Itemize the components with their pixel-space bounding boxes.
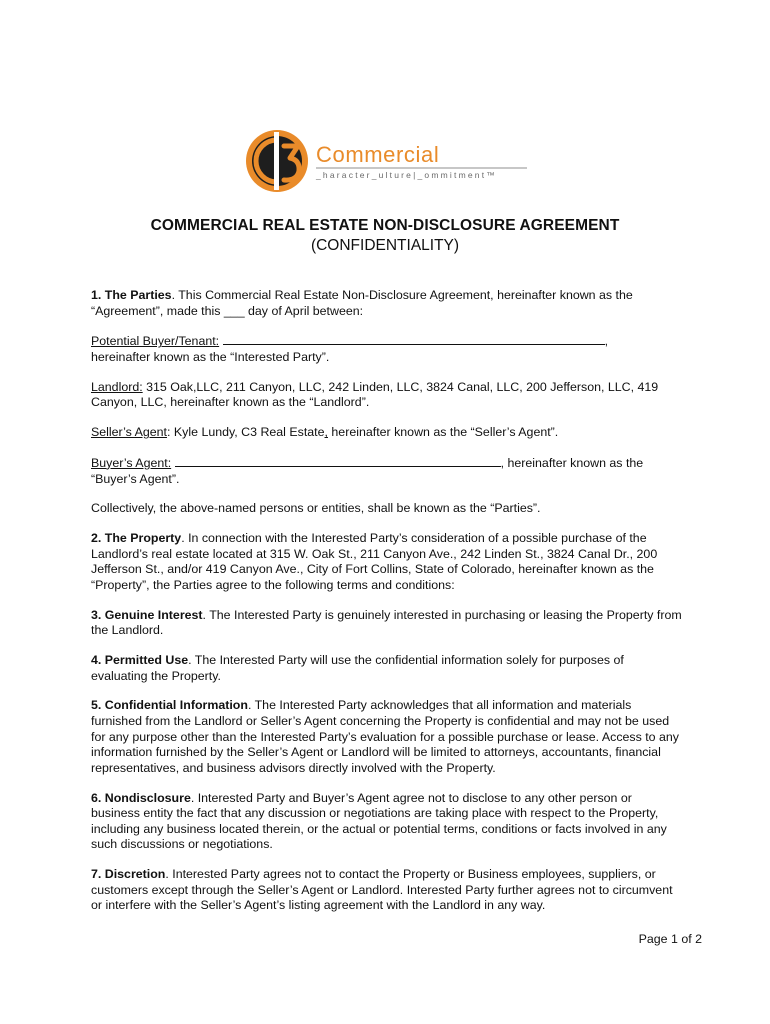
buyers-agent-label: Buyer’s Agent: — [91, 455, 172, 470]
buyer-tenant-blank[interactable] — [223, 333, 605, 345]
landlord-line — [91, 380, 683, 411]
title-block — [0, 216, 770, 256]
section-text: . Interested Party and Buyer’s Agent agree not to disclose to any other person or business entity the fact that any discussion or negotiations are taking place with respect to the Property, including any business located therein, or the actual or potential terms, conditions or facts involved in any such discussions or negotiations. — [91, 790, 667, 852]
buyer-tenant-label: Potential Buyer/Tenant: — [91, 334, 220, 349]
section-parties — [91, 288, 683, 319]
agreement-body — [91, 288, 683, 928]
section-text: . In connection with the Interested Party’s consideration of a possible purchase of the Landlord’s real estate located at 315 W. Oak St., 211 Canyon Ave., 242 Linden St., 3824 Canal Dr., 200 Jefferson St., and/or 419 Canyon Ave., City of Fort Collins, State of Colorado, hereinafter known as the “Property”, the Parties agree to the following terms and conditions: — [91, 531, 658, 592]
section-heading: 7. Discretion — [91, 867, 166, 882]
logo-mark-icon — [246, 130, 308, 192]
section-text: . The Interested Party will use the confidential information solely for purposes of evaluating the Property. — [91, 653, 624, 683]
section-text: . The Interested Party is genuinely interested in purchasing or leasing the Property from the Landlord. — [91, 607, 682, 638]
buyer-tenant-suffix: , — [604, 334, 609, 349]
sellers-agent-comma: , — [324, 425, 328, 440]
section-heading: 1. The Parties — [91, 288, 172, 302]
landlord-text: 315 Oak,LLC, 211 Canyon, LLC, 242 Linden, LLC, 3824 Canal, LLC, 200 Jefferson, LLC, 419 Canyon, LLC, hereinafter known as the “Landlord”. — [91, 379, 659, 410]
section-heading: 3. Genuine Interest — [91, 607, 203, 622]
sellers-agent-text: : Kyle Lundy, C3 Real Estate — [167, 425, 325, 440]
section-text: . This Commercial Real Estate Non-Disclosure Agreement, hereinafter known as the “Agreement”, made this ___ day of April between: — [91, 288, 633, 318]
section-text: . The Interested Party acknowledges that all information and materials furnished from the Landlord or Seller’s Agent concerning the Property is confidential and may not be used for any purpose other than the Interested Party’s evaluation for a possible purchase or lease. Access to any information furnished by the Seller’s Agent or Landlord will be limited to attorneys, accountants, financial representatives, and business advisors directly involved with the Property. — [91, 698, 679, 775]
sellers-agent-text-b: hereinafter known as the “Seller’s Agent”. — [327, 425, 559, 440]
company-logo — [244, 126, 534, 196]
sellers-agent-label: Seller’s Agent — [91, 425, 168, 440]
section-heading: 6. Nondisclosure — [91, 790, 191, 805]
section-genuine-interest — [91, 608, 683, 639]
collectively-line: Collectively, the above-named persons or entities, shall be known as the “Parties”. — [91, 501, 541, 516]
buyer-tenant-text: hereinafter known as the “Interested Party”. — [91, 349, 330, 364]
buyer-tenant-line — [91, 333, 683, 365]
section-heading: 2. The Property — [91, 531, 182, 546]
logo-wordmark: Commercial — [316, 142, 440, 167]
page-number: Page 1 of 2 — [638, 932, 702, 946]
buyers-agent-blank[interactable] — [175, 455, 501, 467]
section-nondisclosure — [91, 791, 683, 853]
section-property — [91, 531, 683, 593]
section-heading: 4. Permitted Use — [91, 653, 189, 667]
sellers-agent-line — [91, 425, 683, 441]
section-confidential-information — [91, 698, 683, 776]
section-heading: 5. Confidential Information — [91, 698, 248, 713]
buyers-agent-line — [91, 455, 683, 487]
section-permitted-use — [91, 653, 683, 684]
landlord-label: Landlord: — [91, 379, 143, 394]
section-discretion — [91, 867, 683, 914]
section-text: . Interested Party agrees not to contact the Property or Business employees, suppliers, or customers except through the Seller’s Agent or Landlord. Interested Party further agrees not to circumvent or interfere with the Seller’s Agent’s listing agreement with the Landlord in any way. — [91, 867, 673, 913]
logo-tagline: _haracter_ulture|_ommitment™ — [316, 170, 497, 180]
document-title: COMMERCIAL REAL ESTATE NON-DISCLOSURE AGREEMENT — [150, 217, 620, 234]
buyers-agent-text: , hereinafter known as the “Buyer’s Agent”. — [91, 455, 644, 486]
document-subtitle: (CONFIDENTIALITY) — [310, 237, 460, 254]
